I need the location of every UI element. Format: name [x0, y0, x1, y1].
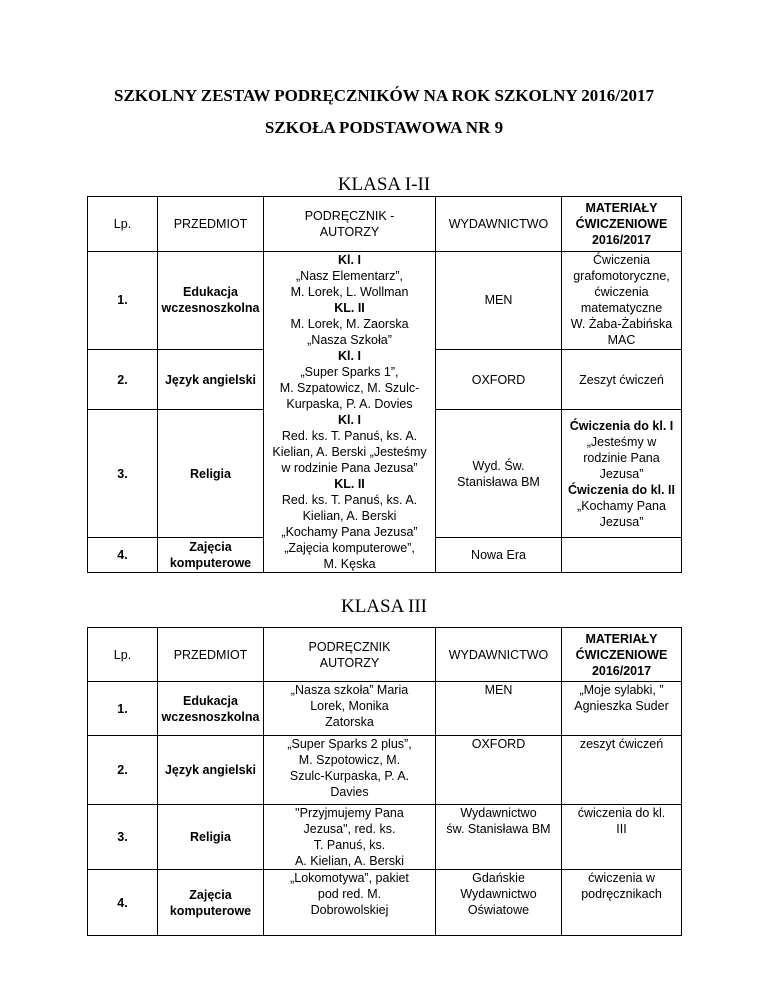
text-line: A. Kielian, A. Berski — [294, 854, 405, 868]
header-materials: MATERIAŁY ĆWICZENIOWE 2016/2017 — [562, 197, 682, 252]
textbook-authors-cell — [264, 252, 436, 573]
document-title: SZKOLNY ZESTAW PODRĘCZNIKÓW NA ROK SZKOLNY 2016/2017 — [113, 86, 654, 105]
text-line: „Zajęcia komputerowe”, — [284, 541, 415, 555]
text-line: T. Panuś, ks. — [313, 838, 386, 852]
text-line: Agnieszka Suder — [574, 699, 669, 713]
row-publisher — [436, 682, 562, 736]
text-line: „Moje sylabki, ” — [579, 683, 664, 697]
text-line: Zajęcia komputerowe — [169, 887, 252, 918]
table-row — [88, 870, 682, 936]
row-materials — [562, 870, 682, 936]
text-line: M. Kęska — [323, 557, 376, 571]
text-line: podręcznikach — [581, 887, 662, 901]
header-textbook: PODRĘCZNIK - AUTORZY — [264, 197, 436, 252]
row-subject — [158, 805, 264, 870]
text-line: KL. II — [334, 477, 365, 491]
table-header-row — [88, 628, 682, 682]
text-line: Zatorska — [325, 715, 374, 729]
text-line: M. Lorek, M. Zaorska — [290, 317, 409, 331]
row-textbook — [264, 805, 436, 870]
text-line: „Kochamy Pana — [577, 498, 666, 513]
text-line: Lorek, Monika — [310, 699, 389, 713]
row-subject: Religia — [158, 410, 264, 537]
text-line: „Kochamy Pana Jezusa” — [281, 525, 418, 539]
text-line: Jezusa", red. ks. — [303, 822, 396, 836]
row-materials: Zeszyt ćwiczeń — [562, 349, 682, 410]
row-subject: Zajęcia komputerowe — [158, 537, 264, 572]
text-line: Kurpaska, P. A. Dovies — [286, 397, 413, 411]
table-row — [88, 682, 682, 736]
text-line: „Jesteśmy w — [586, 434, 657, 449]
row-publisher: Nowa Era — [436, 537, 562, 572]
row-materials — [562, 805, 682, 870]
row-number: 1. — [88, 252, 158, 350]
text-line: „Nasza szkoła” Maria — [290, 683, 409, 697]
row-number: 4. — [88, 537, 158, 572]
text-line: KL. II — [334, 301, 365, 315]
row-textbook — [264, 870, 436, 936]
text-line: Kl. I — [338, 253, 361, 267]
row-subject: Język angielski — [158, 349, 264, 410]
header-subject: PRZEDMIOT — [158, 197, 264, 252]
row-subject — [158, 736, 264, 805]
text-line: Szulc-Kurpaska, P. A. — [289, 769, 410, 783]
row-textbook — [264, 736, 436, 805]
text-line: OXFORD — [471, 737, 526, 751]
text-line: Jezusa” — [599, 514, 644, 529]
text-line: Oświatowe — [467, 903, 530, 917]
text-line: Red. ks. T. Panuś, ks. A. — [281, 493, 418, 507]
row-subject — [158, 682, 264, 736]
text-line: „Nasza Szkoła” — [307, 333, 392, 347]
header-publisher: WYDAWNICTWO — [436, 197, 562, 252]
text-line: „Nasz Elementarz”, — [296, 269, 403, 283]
row-publisher — [436, 736, 562, 805]
text-line: Wydawnictwo — [460, 806, 537, 820]
text-line: "Przyjmujemy Pana — [295, 806, 404, 820]
row-materials — [562, 682, 682, 736]
text-line: „Lokomotywa”, pakiet — [290, 871, 409, 885]
text-line: Ćwiczenia do kl. II — [568, 482, 675, 497]
text-line: Kl. I — [338, 349, 361, 363]
row-number: 2. — [88, 349, 158, 410]
text-line: Edukacja — [183, 693, 238, 708]
text-line: św. Stanisława BM — [446, 822, 551, 836]
header-subject: PRZEDMIOT — [158, 628, 264, 682]
text-line: w rodzinie Pana Jezusa” — [281, 461, 418, 475]
table-klasa-3 — [87, 627, 682, 936]
row-number: 3. — [88, 410, 158, 537]
text-line: Red. ks. T. Panuś, ks. A. — [281, 429, 418, 443]
row-materials — [562, 537, 682, 572]
table-row — [88, 805, 682, 870]
row-subject — [158, 870, 264, 936]
text-line: III — [616, 822, 627, 836]
row-publisher: OXFORD — [436, 349, 562, 410]
row-number: 1. — [88, 682, 158, 736]
row-publisher — [436, 805, 562, 870]
row-materials — [562, 410, 682, 537]
text-line: Wydawnictwo — [460, 887, 537, 901]
row-number: 4. — [88, 870, 158, 936]
row-subject: Edukacja wczesnoszkolna — [158, 252, 264, 350]
text-line: Davies — [330, 785, 369, 799]
header-textbook: PODRĘCZNIK AUTORZY — [264, 628, 436, 682]
text-line: Gdańskie — [472, 871, 525, 885]
row-textbook — [264, 682, 436, 736]
section-title-klasa-3: KLASA III — [340, 596, 428, 617]
text-line: M. Szpotowicz, M. — [298, 753, 401, 767]
text-line: Dobrowolskiej — [310, 903, 389, 917]
text-line: wczesnoszkolna — [161, 709, 260, 724]
text-line: Kl. I — [338, 413, 361, 427]
text-line: Religia — [190, 830, 231, 844]
table-row — [88, 736, 682, 805]
header-materials: MATERIAŁY ĆWICZENIOWE 2016/2017 — [562, 628, 682, 682]
text-line: „Super Sparks 1”, — [300, 365, 399, 379]
text-line: Jezusa” — [599, 466, 644, 481]
row-materials: Ćwiczenia grafomotoryczne, ćwiczenia matematyczne W. Żaba-Żabińska MAC — [562, 252, 682, 350]
table-klasa-1-2 — [87, 196, 682, 573]
header-lp: Lp. — [88, 628, 158, 682]
text-line: ćwiczenia do kl. — [577, 806, 666, 820]
text-line: Kielian, A. Berski — [302, 509, 397, 523]
school-name: SZKOŁA PODSTAWOWA NR 9 — [264, 118, 504, 137]
text-line: M. Lorek, L. Wollman — [290, 285, 409, 299]
row-publisher — [436, 870, 562, 936]
table-row — [88, 252, 682, 350]
row-publisher: Wyd. Św. Stanisława BM — [436, 410, 562, 537]
text-line: M. Szpatowicz, M. Szulc- — [279, 381, 420, 395]
text-line: Język angielski — [164, 763, 257, 777]
text-line: „Super Sparks 2 plus”, — [287, 737, 412, 751]
text-line: rodzinie Pana — [583, 450, 660, 465]
section-title-klasa-1-2: KLASA I-II — [337, 174, 431, 195]
text-line: pod red. M. — [317, 887, 382, 901]
row-materials — [562, 736, 682, 805]
text-line: MEN — [484, 683, 513, 697]
table-header-row — [88, 197, 682, 252]
row-publisher: MEN — [436, 252, 562, 350]
header-lp: Lp. — [88, 197, 158, 252]
text-line: Ćwiczenia do kl. I — [569, 418, 674, 433]
text-line: Kielian, A. Berski „Jesteśmy — [272, 445, 427, 459]
row-number: 2. — [88, 736, 158, 805]
row-number: 3. — [88, 805, 158, 870]
header-publisher: WYDAWNICTWO — [436, 628, 562, 682]
text-line: ćwiczenia w — [588, 871, 655, 885]
text-line: zeszyt ćwiczeń — [579, 737, 664, 751]
